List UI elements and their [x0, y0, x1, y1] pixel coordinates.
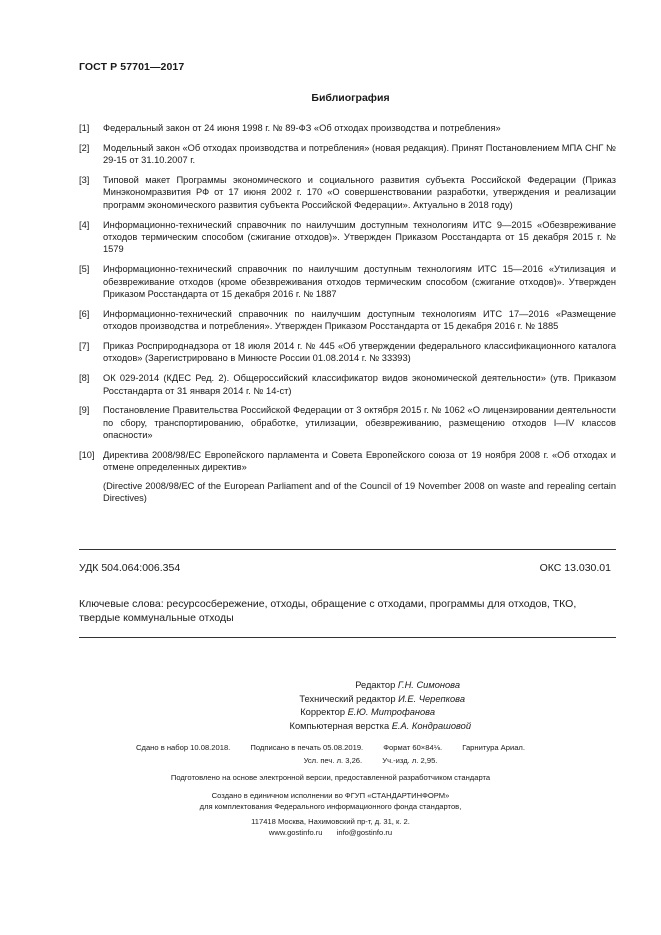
bibliography-list: [79, 122, 616, 505]
bibliography-text: Федеральный закон от 24 июня 1998 г. № 89-ФЗ «Об отходах производства и потребления»: [103, 123, 501, 133]
bibliography-item: [79, 142, 616, 167]
imprint-format: Формат 60×84⅛.: [383, 743, 443, 752]
bibliography-number: [2]: [79, 142, 90, 153]
bibliography-number: [8]: [79, 373, 90, 384]
bibliography-item: [79, 263, 616, 300]
credit-person: И.Е. Черепкова: [398, 693, 465, 704]
credit-role: Технический редактор: [299, 693, 396, 704]
imprint-line: [0, 755, 661, 766]
imprint-contacts: [0, 827, 661, 838]
bibliography-number: [6]: [79, 308, 90, 319]
bibliography-text: Информационно-технический справочник по наилучшим доступным технологиям ИТС 9—2015 «Обезвреживание отходов термическим способом (сжигание отходов)». Утвержден Приказом Росстандарта от 15 декабря 2015 г. № 1579: [103, 219, 616, 255]
imprint-created-line-1: Создано в единичном исполнении во ФГУП «СТАНДАРТИНФОРМ»: [211, 791, 450, 800]
bibliography-text: Модельный закон «Об отходах производства и потребления» (новая редакция). Принят Постановлением МПА СНГ № 29-15 от 31.10.2007 г.: [103, 142, 616, 166]
bibliography-item: [79, 122, 616, 134]
section-title-text: Библиография: [311, 92, 390, 104]
bibliography-text: Постановление Правительства Российской Федерации от 3 октября 2015 г. № 1062 «О лицензировании деятельности по сбору, транспортированию, обработке, утилизации, обезвреживанию, размещению отходов I—IV классов опасности»: [103, 405, 616, 441]
bibliography-text: Информационно-технический справочник по наилучшим доступным технологиям ИТС 15—2016 «Утилизация и обезвреживание отходов (кроме обезвреживания отходов термическим способом (сжигание отходов)». Утвержден Приказом Росстандарта от 15 декабря 2016 г. № 1887: [103, 264, 616, 300]
credit-person: Е.Ю. Митрофанова: [347, 707, 435, 717]
bibliography-item: [79, 404, 616, 441]
credit-row: [200, 679, 500, 693]
bibliography-item: [79, 174, 616, 211]
divider-line: [79, 637, 616, 638]
bibliography-item: [79, 308, 616, 333]
credit-role: Корректор: [300, 707, 345, 717]
document-id-header: ГОСТ Р 57701—2017: [79, 61, 185, 73]
bibliography-number: [4]: [79, 219, 90, 230]
bibliography-number: [10]: [79, 450, 95, 461]
imprint-created-line-2: для комплектования Федерального информационного фонда стандартов,: [199, 802, 462, 811]
bibliography-text: Типовой макет Программы экономического и социального развития субъекта Российской Федерации (Приказ Минэкономразвития РФ от 17 июня 2002 г. 170 «О совершенствовании разработки, утверждения и реализации программ экономического развития субъекта Российской Федерации». Актуально в 2018 году): [103, 175, 616, 210]
bibliography-number: [5]: [79, 264, 90, 275]
imprint-prepared: Подготовлено на основе электронной версии, предоставленной разработчиком стандарта: [170, 773, 491, 782]
editorial-credits: [200, 679, 500, 733]
bibliography-item: [79, 449, 616, 474]
credit-person: Г.Н. Симонова: [397, 680, 460, 690]
section-title: [0, 92, 661, 104]
bibliography-number: [9]: [79, 405, 90, 416]
bibliography-number: [3]: [79, 175, 90, 185]
bibliography-text: Директива 2008/98/ЕС Европейского парламента и Совета Европейского союза от 19 ноября 2008 г. «Об отходах и отмене определенных директив»: [103, 450, 616, 473]
credit-person: Е.А. Кондрашовой: [391, 720, 471, 731]
imprint-pub-sheets: Уч.-изд. л. 2,95.: [382, 756, 438, 765]
udk-code: УДК 504.064:006.354: [79, 562, 181, 574]
imprint-address: 117418 Москва, Нахимовский пр-т, д. 31, к. 2.: [251, 817, 410, 826]
bibliography-item: [79, 372, 616, 397]
email-link[interactable]: info@gostinfo.ru: [336, 828, 393, 837]
bibliography-english-note: (Directive 2008/98/EC of the European Parliament and of the Council of 19 November 2008 on waste and repealing certain Directives): [103, 480, 616, 504]
imprint-signed: Подписано в печать 05.08.2019.: [250, 743, 364, 752]
credit-role: Редактор: [355, 680, 396, 690]
bibliography-item: [79, 219, 616, 256]
imprint-sent: Сдано в набор 10.08.2018.: [136, 743, 231, 752]
oks-code: ОКС 13.030.01: [539, 562, 611, 574]
imprint-print-sheets: Усл. печ. л. 3,26.: [303, 756, 363, 765]
bibliography-text: ОК 029-2014 (КДЕС Ред. 2). Общероссийский классификатор видов экономической деятельности» (утв. Приказом Росстандарта от 31 января 2014 г. № 14-ст): [103, 373, 616, 396]
bibliography-text: Приказ Росприроднадзора от 18 июля 2014 г. № 445 «Об утверждении федерального классификационного каталога отходов» (Зарегистрировано в Минюсте России 01.08.2014 г. № 33393): [103, 341, 616, 364]
website-link[interactable]: www.gostinfo.ru: [268, 828, 323, 837]
credit-row: [200, 720, 500, 734]
bibliography-number: [7]: [79, 341, 90, 352]
keywords: Ключевые слова: ресурсосбережение, отходы, обращение с отходами, программы для отходов, ТКО, твердые коммунальные отходы: [79, 598, 577, 624]
imprint-line: [0, 742, 661, 753]
credit-role: Компьютерная верстка: [289, 720, 390, 731]
credit-row: [200, 706, 500, 720]
imprint-typeface: Гарнитура Ариал.: [462, 743, 525, 752]
bibliography-number: [1]: [79, 123, 90, 133]
bibliography-text: Информационно-технический справочник по наилучшим доступным технологиям ИТС 17—2016 «Размещение отходов производства и потребления». Утвержден Приказом Росстандарта от 15 декабря 2016 г. № 1885: [103, 308, 616, 332]
credit-row: [200, 693, 500, 707]
bibliography-item: [79, 340, 616, 365]
divider-line: [79, 549, 616, 550]
